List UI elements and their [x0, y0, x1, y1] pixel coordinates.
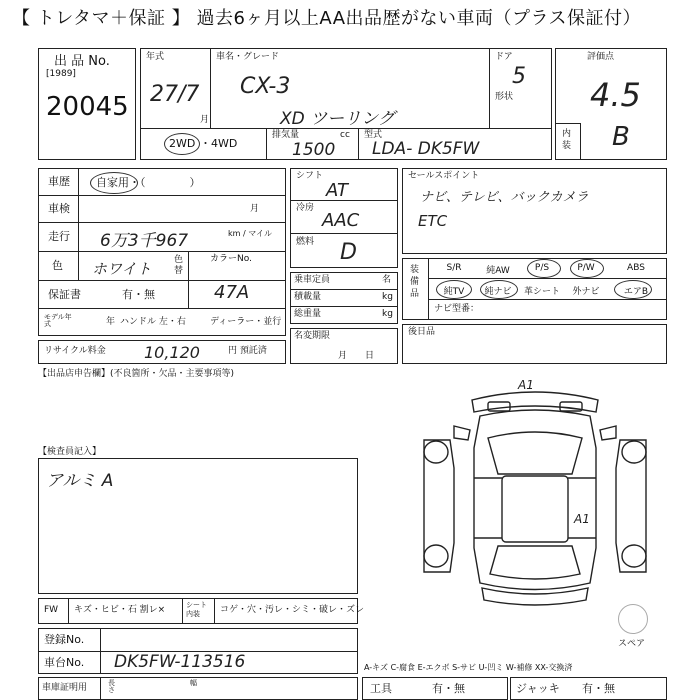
equip-navi: 純ナビ [484, 287, 512, 297]
capacity-label: 乗車定員 [294, 275, 331, 285]
interior-label: 内装 [562, 129, 572, 151]
equip-leather: 革シート [523, 287, 560, 297]
door-value: 5 [512, 64, 526, 89]
name-label: 車名・グレード [216, 52, 280, 62]
seller-declaration: 【出品店申告欄】(不良箇所・欠品・主要事項等) [38, 369, 235, 379]
sales-label: セールスポイント [408, 171, 480, 181]
inspector-label: 【検査員記入】 [38, 447, 102, 457]
equip-sr: S/R [446, 263, 462, 273]
displacement-label: 排気量 [272, 130, 300, 140]
deadline-unit: 月 日 [338, 351, 375, 361]
mileage-unit: km / マイル [228, 229, 273, 238]
color-change-label: 色替 [174, 255, 184, 276]
spare-label: スペア [618, 639, 646, 649]
displacement-unit: cc [340, 130, 350, 140]
navi-type-label: ナビ型番： [434, 304, 480, 314]
equip-airbag: エアB [623, 287, 649, 297]
gross-label: 総重量 [294, 309, 322, 319]
model-label: 型式 [364, 130, 383, 140]
inspection-unit: 月 [250, 204, 260, 214]
equip-abs: ABS [627, 263, 645, 273]
ac-value: AAC [322, 210, 360, 231]
year-month-unit: 月 [200, 115, 210, 125]
recycle-label: リサイクル料金 [44, 346, 106, 356]
year-value: 27/7 [150, 82, 200, 107]
load-label: 積載量 [294, 292, 322, 302]
sales-value-1: ナビ、テレビ、バックカメラ [420, 190, 589, 205]
tools-value: 有・無 [432, 682, 465, 695]
equip-pw: P/W [577, 263, 595, 273]
sales-value-2: ETC [418, 212, 448, 230]
lot-label: 出 品 No. [54, 54, 110, 69]
ac-label: 冷房 [296, 203, 315, 213]
color-value: ホワイト [92, 260, 152, 278]
equip-tv-circle [436, 280, 472, 299]
interior-value: B [612, 122, 630, 152]
dealer-label: ディーラー・並行 [210, 317, 282, 327]
drive-4wd: ・4WD [200, 137, 238, 150]
equip-airbag-circle [614, 280, 652, 299]
name-value: CX-3 [240, 74, 291, 99]
score-label: 評価点 [587, 52, 615, 62]
inspector-value: アルミ A [46, 471, 114, 491]
equip-ps-circle [527, 259, 561, 278]
model-year-unit: 年 [106, 317, 116, 327]
recycle-unit: 円 預託済 [228, 346, 267, 356]
gross-unit: kg [382, 309, 393, 319]
drive-2wd: 2WD [169, 137, 196, 150]
post-box [402, 324, 667, 364]
warranty-label: 保証書 [48, 288, 81, 301]
mileage-label: 走行 [48, 230, 70, 243]
capacity-unit: 名 [382, 275, 392, 285]
glass-fw: FW [44, 605, 59, 615]
displacement-value: 1500 [292, 140, 336, 160]
shift-label: シフト [296, 171, 324, 181]
width-label: 幅 [190, 679, 197, 687]
grade-value: XD ツーリング [280, 109, 395, 129]
tools-label: 工具 [370, 682, 392, 695]
damage-legend: A-キズ C-腐食 E-エクボ S-サビ U-凹ミ W-補修 XX-交換済 [364, 663, 573, 672]
length-label: 長さ [108, 679, 115, 694]
colorno-label: カラーNo. [210, 254, 252, 264]
equip-ext-navi: 外ナビ [572, 287, 600, 297]
seat-text: コゲ・穴・汚レ・シミ・破レ・ズレ [220, 605, 365, 615]
equip-ps: P/S [534, 263, 550, 273]
year-label: 年式 [146, 52, 165, 62]
fuel-value: D [340, 240, 357, 265]
damage-mark-top: A1 [518, 378, 534, 392]
deadline-label: 名変期限 [294, 331, 331, 341]
glass-text: キズ・ヒビ・石 割レ× [74, 605, 166, 615]
cert-label: 車庫証明用 [42, 683, 88, 693]
equip-tv: 純TV [443, 287, 465, 297]
jack-value: 有・無 [582, 682, 615, 695]
lot-sub: [1989] [46, 69, 76, 79]
jack-label: ジャッキ [516, 682, 560, 695]
colorno-value: 47A [214, 282, 250, 303]
spec-box [38, 168, 286, 336]
header-banner: 【 トレタマ＋保証 】 過去6ヶ月以上AA出品歴がない車両（プラス保証付） [12, 8, 641, 29]
reg-no-label: 登録No. [44, 633, 85, 646]
model-value: LDA- DK5FW [372, 139, 480, 159]
shape-label: 形状 [495, 92, 514, 102]
handle-label: ハンドル 左・右 [120, 317, 186, 327]
warranty-value: 有・無 [122, 288, 155, 301]
spare-circle [618, 604, 648, 634]
post-label: 後日品 [408, 327, 436, 337]
score-value: 4.5 [590, 76, 641, 114]
equip-navi-circle [480, 280, 518, 299]
model-year-label: モデル年式 [44, 313, 72, 328]
recycle-value: 10,120 [144, 343, 200, 362]
lot-number: 20045 [46, 92, 129, 122]
history-label: 車歴 [48, 175, 70, 188]
equip-alloy: 純AW [486, 266, 510, 276]
chassis-label: 車台No. [44, 656, 85, 669]
door-label: ドア [495, 52, 513, 62]
equipment-label: 装備品 [410, 265, 420, 299]
inspection-label: 車検 [48, 202, 70, 215]
chassis-value: DK5FW-113516 [114, 652, 246, 672]
car-diagram [410, 378, 660, 618]
fuel-label: 燃料 [296, 237, 315, 247]
shift-value: AT [326, 180, 348, 201]
damage-mark-side: A1 [574, 512, 590, 526]
load-unit: kg [382, 292, 393, 302]
history-value: 自家用・（ ） [96, 176, 201, 189]
seat-label: シート内装 [186, 601, 207, 618]
equip-pw-circle [570, 259, 604, 278]
mileage-value: 6万3千967 [100, 231, 189, 251]
color-label: 色 [52, 259, 63, 272]
